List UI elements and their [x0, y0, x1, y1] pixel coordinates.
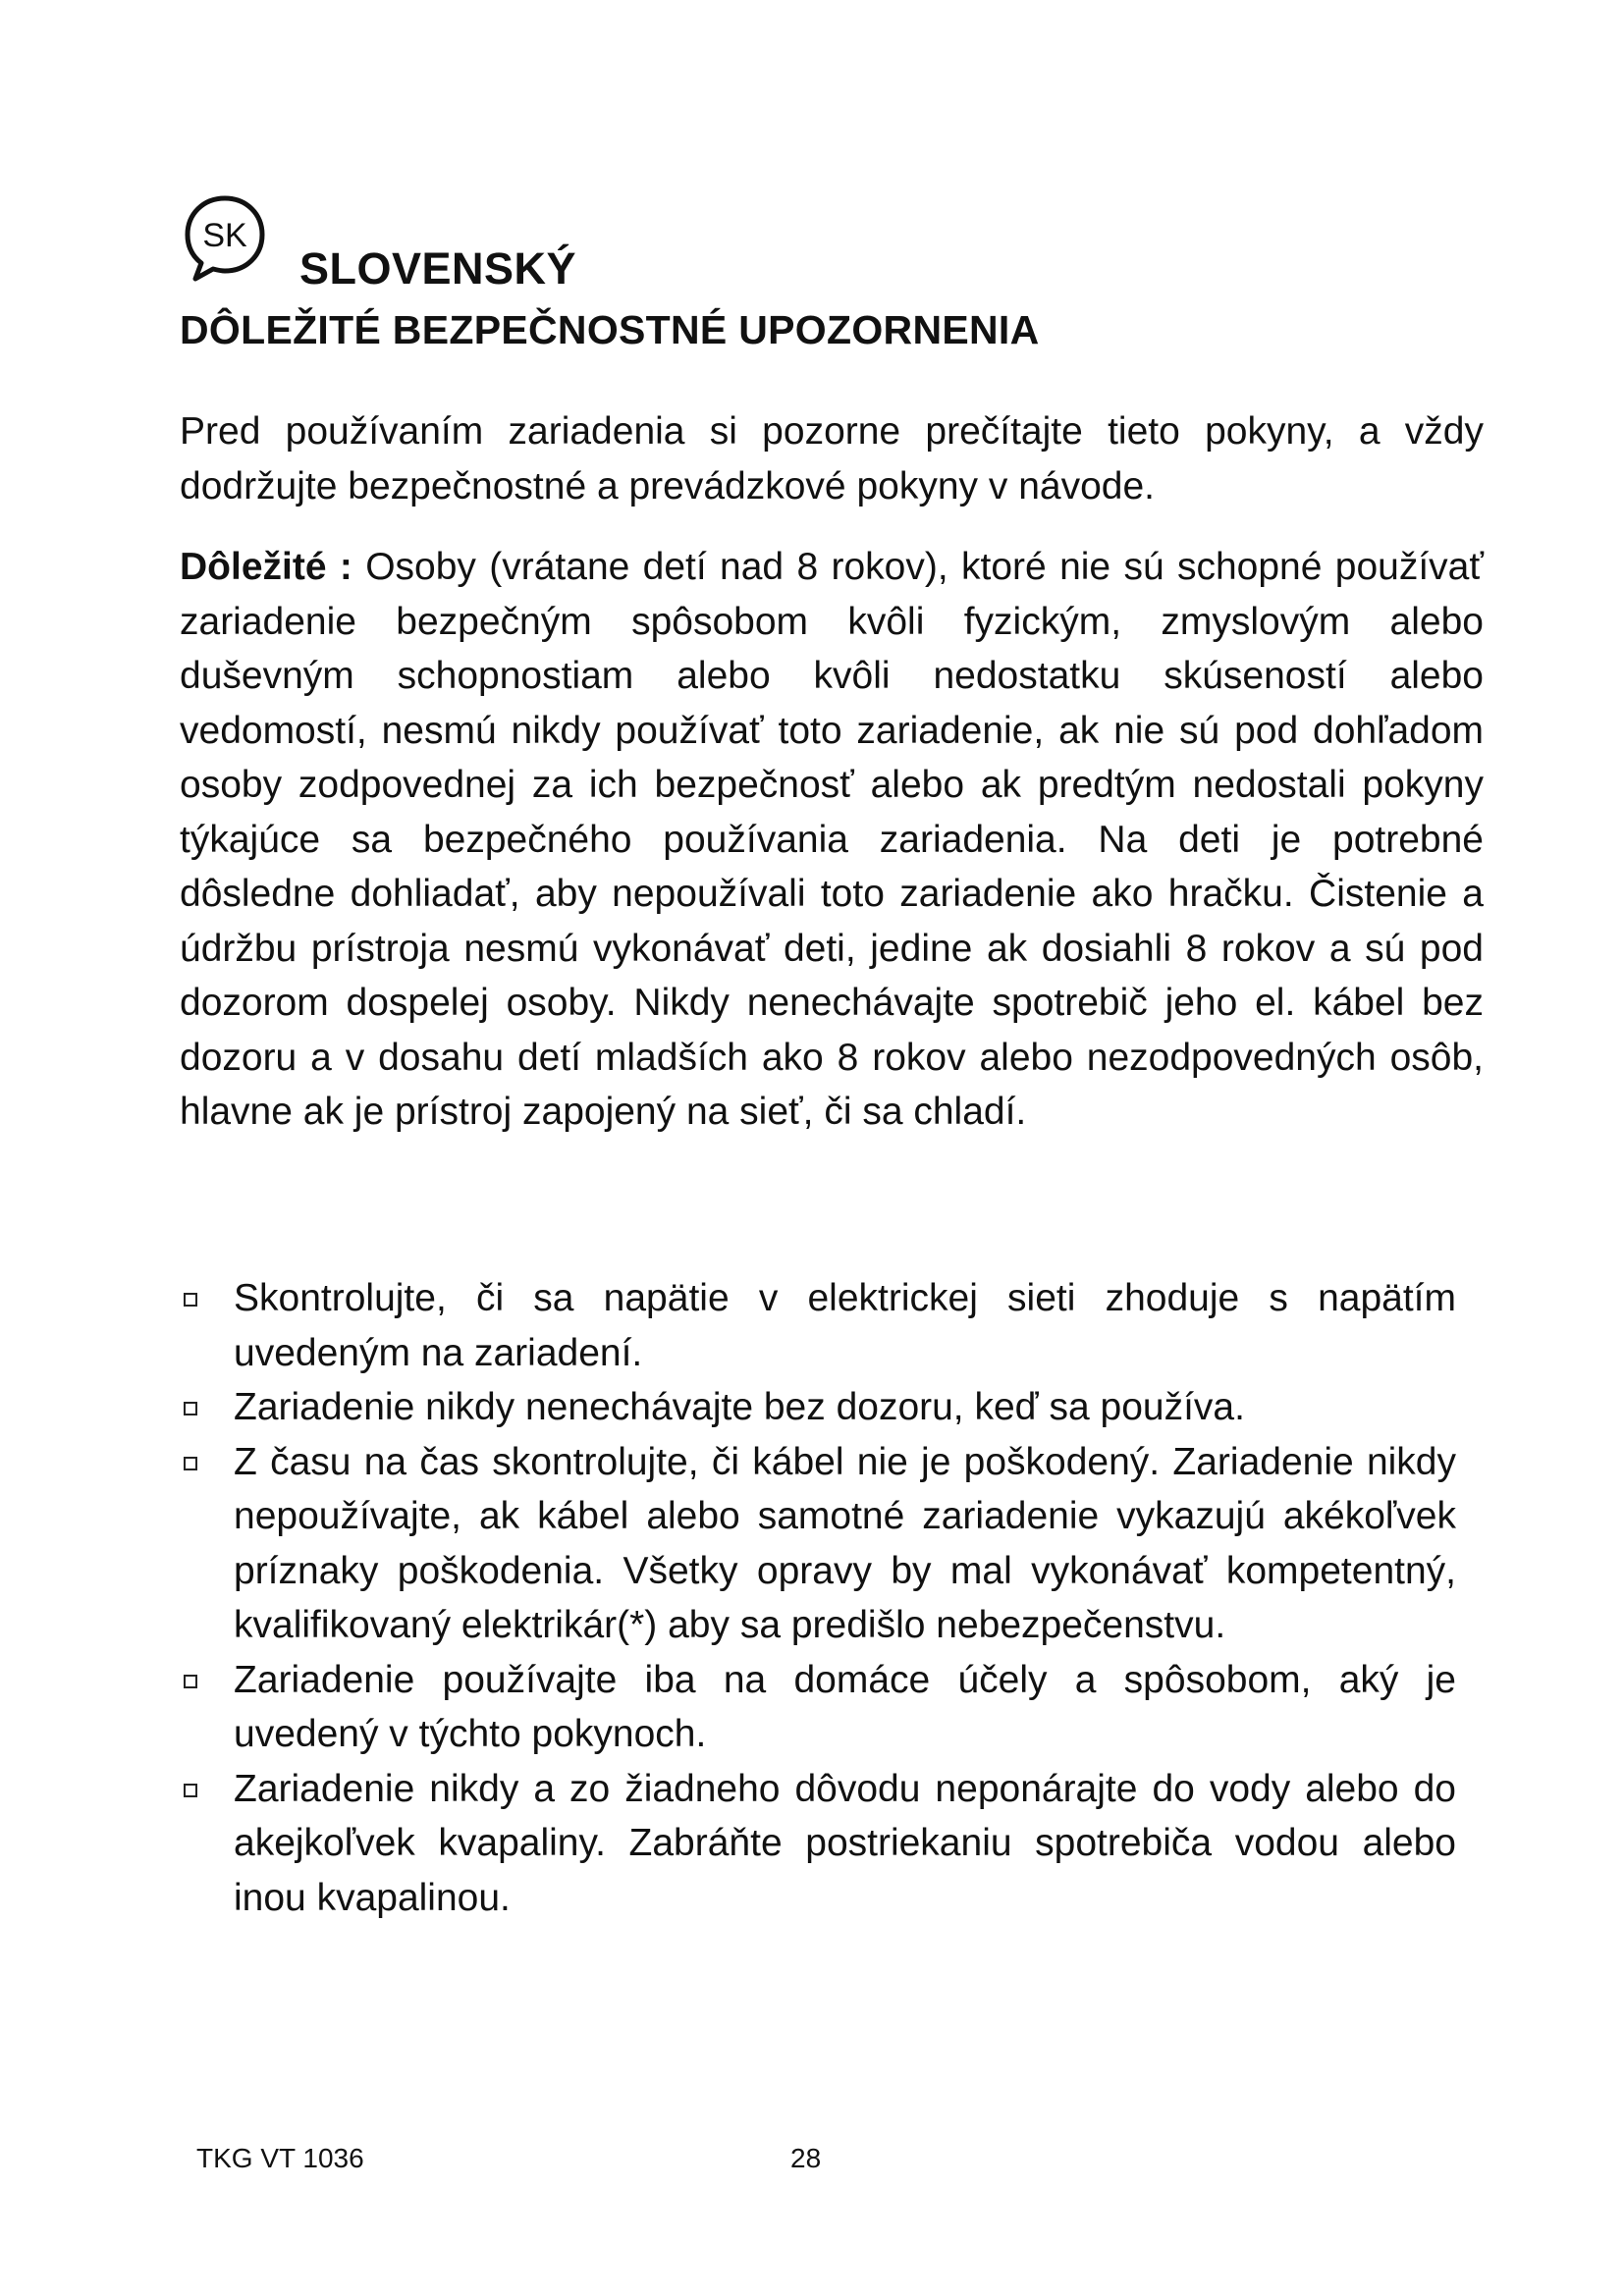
bullet-text: Z času na čas skontrolujte, či kábel nie je poškodený. Zariadenie nikdy nepoužívajte, ak kábel alebo samotné zariadenie vykazujú akékoľvek príznaky poškodenia. Všetky opravy by mal vykonávať kompetentný, kvalifikovaný elektrikár(*) aby sa predišlo nebezpečenstvu.: [234, 1440, 1456, 1646]
bullet-text: Zariadenie nikdy a zo žiadneho dôvodu neponárajte do vody alebo do akejkoľvek kvapaliny. Zabráňte postriekaniu spotrebiča vodou alebo inou kvapalinou.: [234, 1767, 1456, 1919]
footer-model: TKG VT 1036: [196, 2143, 364, 2173]
safety-bullet-list: [180, 1271, 1456, 1925]
bullet-text: Skontrolujte, či sa napätie v elektrickej sieti zhoduje s napätím uvedeným na zariadení.: [234, 1277, 1456, 1374]
language-badge-icon: [180, 192, 270, 285]
badge-code: SK: [202, 217, 247, 254]
checkbox-bullet-icon: [184, 1675, 197, 1688]
list-item: [180, 1653, 1456, 1762]
important-paragraph: [180, 540, 1484, 1140]
checkbox-bullet-icon: [184, 1784, 197, 1797]
language-title: SLOVENSKÝ: [299, 243, 577, 294]
list-item: [180, 1435, 1456, 1653]
important-text: Osoby (vrátane detí nad 8 rokov), ktoré nie sú schopné používať zariadenie bezpečným spôsobom kvôli fyzickým, zmyslovým alebo duševným schopnostiam alebo kvôli nedostatku skúseností alebo vedomostí, nesmú nikdy používať toto zariadenie, ak nie sú pod dohľadom osoby zodpovednej za ich bezpečnosť alebo ak predtým nedostali pokyny týkajúce sa bezpečného používania zariadenia. Na deti je potrebné dôsledne dohliadať, aby nepoužívali toto zariadenie ako hračku. Čistenie a údržbu prístroja nesmú vykonávať deti, jedine ak dosiahli 8 rokov a sú pod dozorom dospelej osoby. Nikdy nenechávajte spotrebič jeho el. kábel bez dozoru a v dosahu detí mladších ako 8 rokov alebo nezodpovedných osôb, hlavne ak je prístroj zapojený na sieť, či sa chladí.: [180, 546, 1484, 1133]
safety-heading: DÔLEŽITÉ BEZPEČNOSTNÉ UPOZORNENIA: [180, 307, 1040, 352]
page-number: 28: [790, 2143, 822, 2173]
checkbox-bullet-icon: [184, 1293, 197, 1307]
list-item: [180, 1271, 1456, 1380]
checkbox-bullet-icon: [184, 1457, 197, 1470]
intro-paragraph: Pred používaním zariadenia si pozorne prečítajte tieto pokyny, a vždy dodržujte bezpečnostné a prevádzkové pokyny v návode.: [180, 410, 1484, 507]
list-item: [180, 1380, 1456, 1435]
bullet-text: Zariadenie nikdy nenechávajte bez dozoru, keď sa používa.: [234, 1386, 1245, 1428]
list-item: [180, 1762, 1456, 1926]
checkbox-bullet-icon: [184, 1402, 197, 1415]
important-label: Dôležité :: [180, 546, 352, 588]
bullet-text: Zariadenie používajte iba na domáce účely a spôsobom, aký je uvedený v týchto pokynoch.: [234, 1658, 1456, 1755]
